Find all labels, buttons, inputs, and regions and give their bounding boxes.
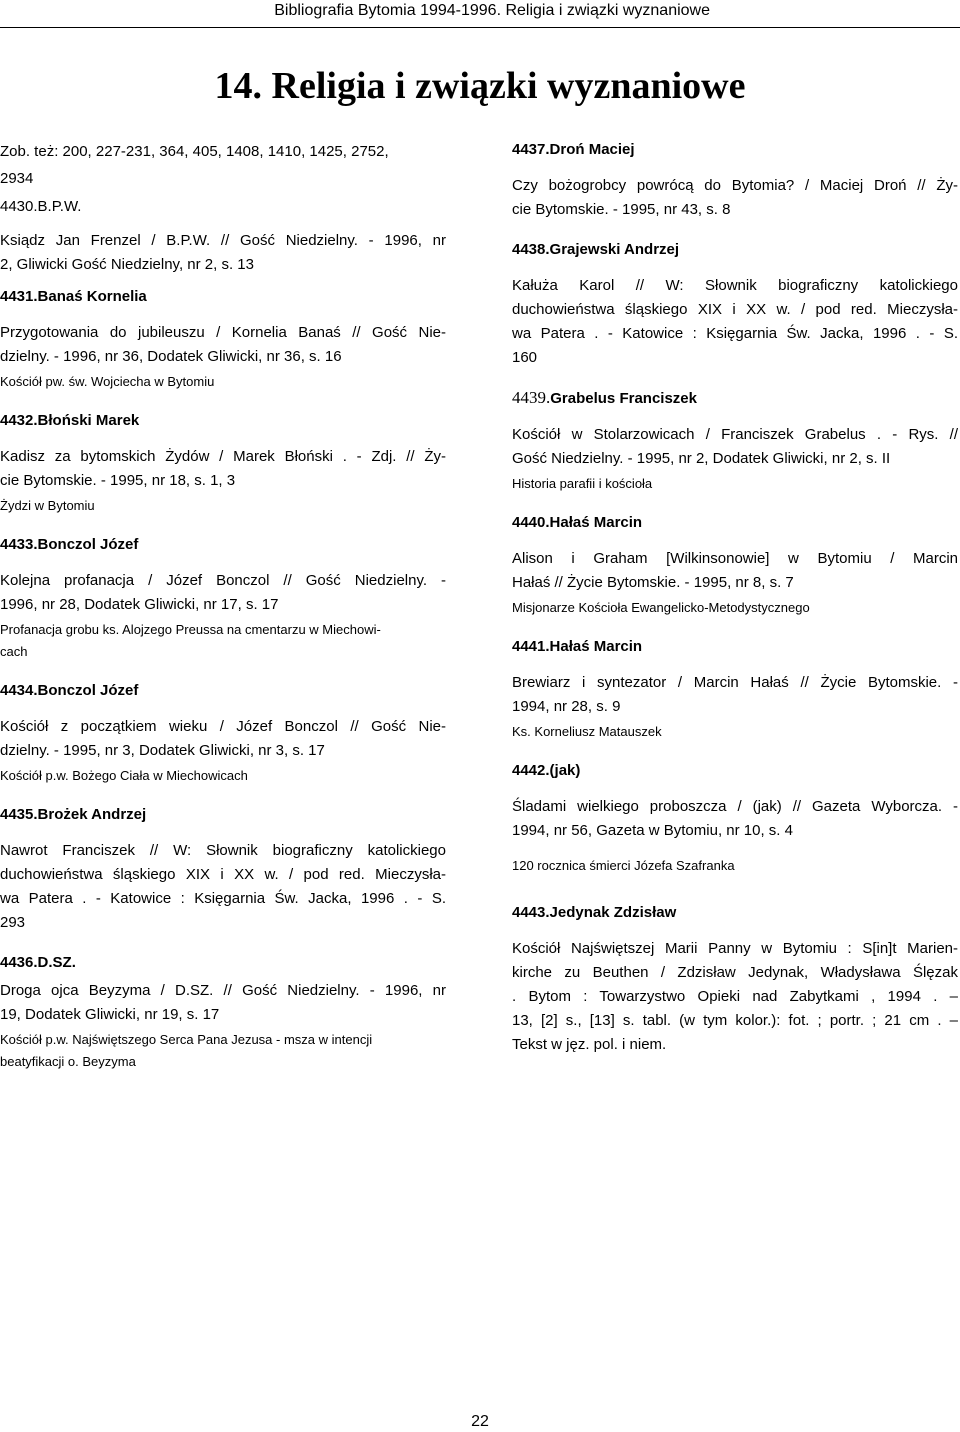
entry-description	[512, 423, 958, 471]
entry-description	[512, 174, 958, 222]
see-also-line: Zob. też: 200, 227-231, 364, 405, 1408, 1410, 1425, 2752,	[0, 143, 389, 160]
description-line: 2, Gliwicki Gość Niedzielny, nr 2, s. 13	[0, 256, 254, 273]
description-line: Hałaś // Życie Bytomskie. - 1995, nr 8, s. 7	[512, 574, 794, 591]
description-line: wa Patera . - Katowice : Księgarnia Św. Jacka, 1996 . - S.	[0, 890, 446, 907]
chapter-title: 14. Religia i związki wyznaniowe	[214, 65, 746, 107]
description-line: 19, Dodatek Gliwicki, nr 19, s. 17	[0, 1006, 220, 1023]
entry-4438	[512, 238, 958, 370]
subject-line: Żydzi w Bytomiu	[0, 498, 95, 513]
description-line: Brewiarz i syntezator / Marcin Hałaś // Życie Bytomskie. -	[512, 674, 958, 691]
entry-4443	[512, 901, 958, 1057]
entry-heading	[512, 511, 958, 535]
entry-heading	[512, 901, 958, 925]
entry-heading	[512, 759, 958, 783]
description-line: . Bytom : Towarzystwo Opieki nad Zabytkami , 1994 . –	[512, 988, 958, 1005]
entry-heading	[512, 386, 958, 411]
description-line: Nawrot Franciszek // W: Słownik biograficzny katolickiego	[0, 842, 446, 859]
entry-author: Hałaś Marcin	[549, 638, 643, 655]
entry-4440	[512, 511, 958, 619]
description-line: Gość Niedzielny. - 1995, nr 2, Dodatek Gliwicki, nr 2, s. II	[512, 450, 891, 467]
entry-number: 4432.	[0, 412, 38, 429]
entry-number: 4434.	[0, 682, 38, 699]
entry-author: B.P.W.	[37, 198, 82, 215]
entry-4431	[0, 285, 446, 393]
see-also	[0, 138, 446, 192]
entry-4434	[0, 679, 446, 787]
entry-description	[0, 445, 446, 493]
entry-number: 4442.	[512, 762, 550, 779]
entry-4436	[0, 951, 446, 1073]
entry-author: Grajewski Andrzej	[549, 241, 680, 258]
entry-author: Bonczol Józef	[37, 536, 139, 553]
entry-heading	[0, 679, 446, 703]
entry-description	[512, 671, 958, 719]
description-line: cie Bytomskie. - 1995, nr 18, s. 1, 3	[0, 472, 236, 489]
description-line: duchowieństwa śląskiego XIX i XX w. / pod red. Mieczysła-	[512, 301, 958, 318]
description-line: Czy bożogrobcy powrócą do Bytomia? / Maciej Droń // Ży-	[512, 177, 958, 194]
description-line: dzielny. - 1996, nr 36, Dodatek Gliwicki, nr 36, s. 16	[0, 348, 342, 365]
entry-author: Brożek Andrzej	[37, 806, 147, 823]
entry-4439	[512, 386, 958, 495]
subject-line: Kościół pw. św. Wojciecha w Bytomiu	[0, 374, 215, 389]
entry-heading	[512, 238, 958, 262]
entry-4433	[0, 533, 446, 663]
entry-description	[512, 274, 958, 370]
entry-author: (jak)	[549, 762, 581, 779]
entry-number: 4441.	[512, 638, 550, 655]
description-line: 160	[512, 349, 538, 366]
entry-heading	[0, 533, 446, 557]
entry-description	[0, 569, 446, 617]
entry-description	[0, 229, 446, 277]
description-line: Kadisz za bytomskich Żydów / Marek Błoński . - Zdj. // Ży-	[0, 448, 446, 465]
entry-description	[512, 937, 958, 1057]
description-line: Kościół Najświętszej Marii Panny w Bytomiu : S[in]t Marien-	[512, 940, 958, 957]
entry-4442	[512, 759, 958, 877]
entry-4435	[0, 803, 446, 935]
entry-subject	[0, 371, 446, 393]
entry-number: 4433.	[0, 536, 38, 553]
entry-subject	[512, 855, 958, 877]
subject-line: Profanacja grobu ks. Alojzego Preussa na cmentarzu w Miechowi-	[0, 622, 381, 637]
entry-subject	[512, 597, 958, 619]
description-line: Śladami wielkiego proboszcza / (jak) // Gazeta Wyborcza. -	[512, 798, 958, 815]
entry-number: 4436.	[0, 954, 38, 971]
entry-subject	[512, 473, 958, 495]
description-line: wa Patera . - Katowice : Księgarnia Św. Jacka, 1996 . - S.	[512, 325, 958, 342]
entry-heading	[0, 195, 446, 219]
description-line: Kościół w Stolarzowicach / Franciszek Grabelus . - Rys. //	[512, 426, 958, 443]
subject-line: cach	[0, 644, 28, 659]
running-header: Bibliografia Bytomia 1994-1996. Religia i związki wyznaniowe	[274, 2, 710, 19]
entry-description	[0, 979, 446, 1027]
entry-4441	[512, 635, 958, 743]
description-line: cie Bytomskie. - 1995, nr 43, s. 8	[512, 201, 731, 218]
entry-description	[0, 715, 446, 763]
entry-description	[0, 321, 446, 369]
entry-4430	[0, 195, 446, 277]
description-line: Droga ojca Beyzyma / D.SZ. // Gość Niedzielny. - 1996, nr	[0, 982, 446, 999]
description-line: 1994, nr 28, s. 9	[512, 698, 621, 715]
description-line: Tekst w jęz. pol. i niem.	[512, 1036, 667, 1053]
entry-description	[0, 839, 446, 935]
see-also-line: 2934	[0, 170, 34, 187]
subject-line: Misjonarze Kościoła Ewangelicko-Metodystycznego	[512, 600, 810, 615]
description-line: 293	[0, 914, 26, 931]
entry-heading	[0, 409, 446, 433]
entry-author: Jedynak Zdzisław	[549, 904, 677, 921]
entry-description	[512, 547, 958, 595]
description-line: 13, [2] s., [13] s. tabl. (w tym kolor.): fot. ; portr. ; 21 cm . –	[512, 1012, 958, 1029]
subject-line: Kościół p.w. Najświętszego Serca Pana Jezusa - msza w intencji	[0, 1032, 373, 1047]
entry-number: 4443.	[512, 904, 550, 921]
entry-heading	[0, 803, 446, 827]
entry-author: Droń Maciej	[549, 141, 635, 158]
entry-heading	[0, 285, 446, 309]
description-line: Kościół z początkiem wieku / Józef Bonczol // Gość Nie-	[0, 718, 446, 735]
entry-4437	[512, 138, 958, 222]
subject-line: 120 rocznica śmierci Józefa Szafranka	[512, 858, 735, 873]
entry-number: 4439.	[512, 388, 551, 407]
entry-author: Błoński Marek	[37, 412, 140, 429]
description-line: 1996, nr 28, Dodatek Gliwicki, nr 17, s. 17	[0, 596, 279, 613]
description-line: 1994, nr 56, Gazeta w Bytomiu, nr 10, s. 4	[512, 822, 793, 839]
right-column	[512, 138, 958, 1073]
entry-subject	[0, 1029, 446, 1073]
subject-line: Historia parafii i kościoła	[512, 476, 653, 491]
entry-subject	[0, 495, 446, 517]
entry-number: 4435.	[0, 806, 38, 823]
entry-4432	[0, 409, 446, 517]
description-line: dzielny. - 1995, nr 3, Dodatek Gliwicki, nr 3, s. 17	[0, 742, 325, 759]
entry-number: 4437.	[512, 141, 550, 158]
entry-number: 4440.	[512, 514, 550, 531]
entry-description	[512, 795, 958, 843]
subject-line: beatyfikacji o. Beyzyma	[0, 1054, 136, 1069]
description-line: kirche zu Beuthen / Zdzisław Jedynak, Władysława Ślęzak	[512, 964, 958, 981]
entry-heading	[512, 138, 958, 162]
entry-subject	[512, 721, 958, 743]
entry-author: Hałaś Marcin	[549, 514, 643, 531]
entry-heading	[0, 951, 446, 975]
entry-number: 4430.	[0, 198, 38, 215]
entry-number: 4431.	[0, 288, 38, 305]
description-line: Przygotowania do jubileuszu / Kornelia Banaś // Gość Nie-	[0, 324, 446, 341]
subject-line: Ks. Korneliusz Matauszek	[512, 724, 662, 739]
entry-author: Banaś Kornelia	[37, 288, 147, 305]
description-line: Kałuża Karol // W: Słownik biograficzny katolickiego	[512, 277, 958, 294]
description-line: Kolejna profanacja / Józef Bonczol // Gość Niedzielny. -	[0, 572, 446, 589]
entry-author: Bonczol Józef	[37, 682, 139, 699]
entry-number: 4438.	[512, 241, 550, 258]
description-line: Ksiądz Jan Frenzel / B.P.W. // Gość Niedzielny. - 1996, nr	[0, 232, 446, 249]
description-line: Alison i Graham [Wilkinsonowie] w Bytomiu / Marcin	[512, 550, 958, 567]
subject-line: Kościół p.w. Bożego Ciała w Miechowicach	[0, 768, 248, 783]
entry-subject	[0, 765, 446, 787]
left-column	[0, 138, 446, 1089]
page-number: 22	[471, 1413, 489, 1430]
entry-author: Grabelus Franciszek	[550, 390, 697, 407]
description-line: duchowieństwa śląskiego XIX i XX w. / pod red. Mieczysła-	[0, 866, 446, 883]
entry-subject	[0, 619, 446, 663]
entry-author: D.SZ.	[37, 954, 76, 971]
entry-heading	[512, 635, 958, 659]
header-rule	[0, 27, 960, 28]
